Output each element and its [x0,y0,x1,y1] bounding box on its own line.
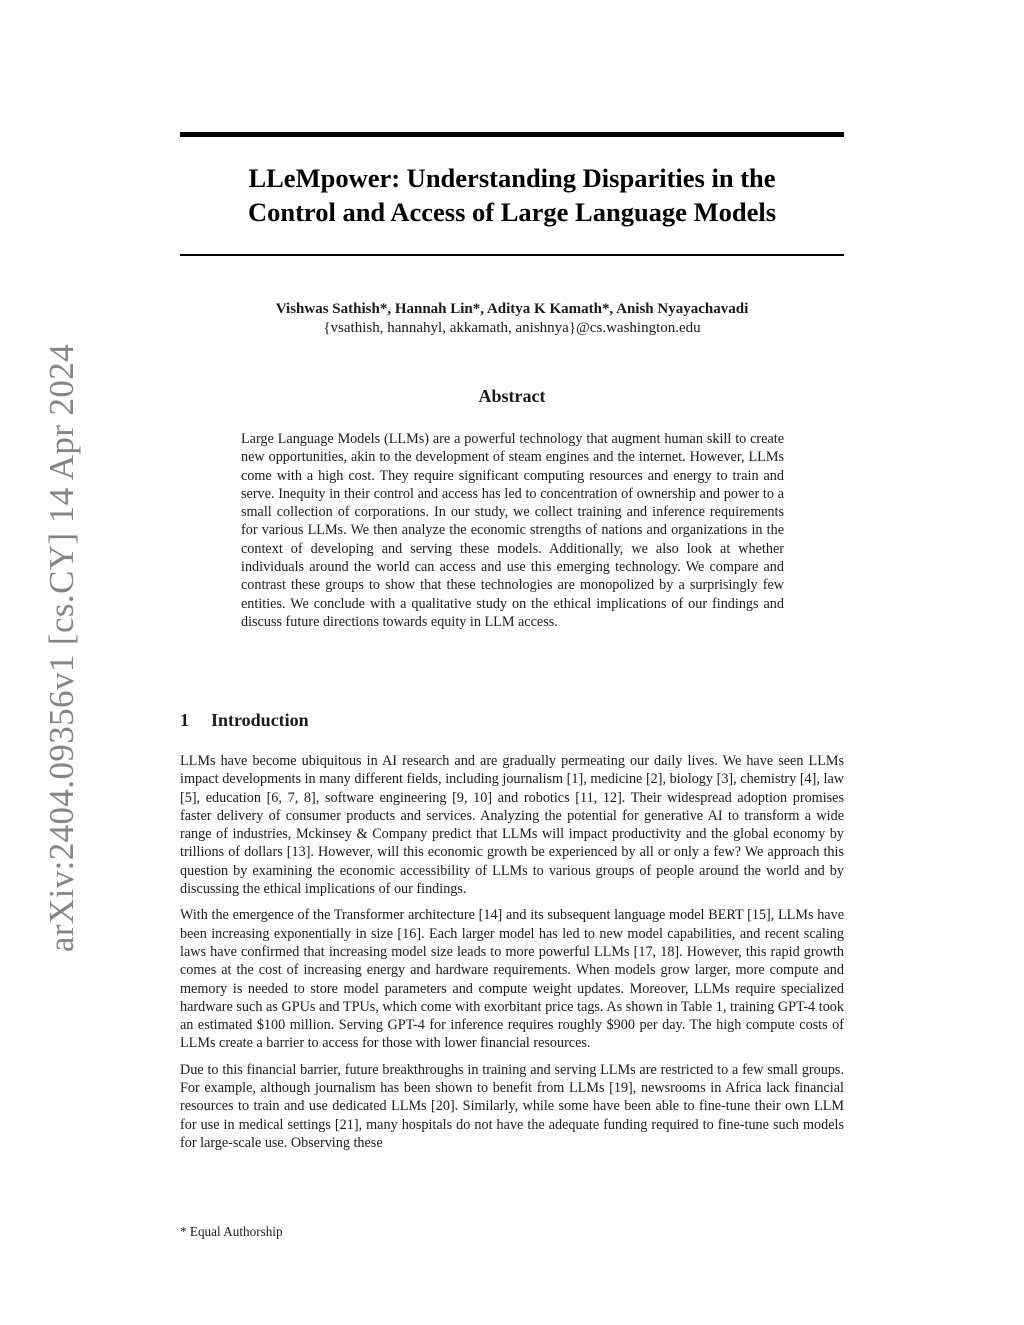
intro-paragraph-2: With the emergence of the Transformer architecture [14] and its subsequent language model BERT [15], LLMs have been increasing exponentially in size [16]. Each larger model has led to new model capabilities, and recent scaling laws have confirmed that increasing model size leads to more powerful LLMs [17, 18]. However, this rapid growth comes at the cost of increasing energy and hardware requirements. When models grow larger, more compute and memory is needed to store model parameters and compute weight updates. Moreover, LLMs require specialized hardware such as GPUs and TPUs, which come with exorbitant price tags. As shown in Table 1, training GPT-4 took an estimated $100 million. Serving GPT-4 for inference requires roughly $900 per day. The high compute costs of LLMs create a barrier to access for those with lower financial resources. [180,907,844,1052]
author-emails: {vsathish, hannahyl, akkamath, anishnya}@cs.washington.edu [323,320,701,336]
paper-title-line-2: Control and Access of Large Language Models [247,197,777,227]
paper-title-line-1: LLeMpower: Understanding Disparities in the [248,163,776,193]
intro-paragraph-1: LLMs have become ubiquitous in AI research and are gradually permeating our daily lives. We have seen LLMs impact developments in many different fields, including journalism [1], medicine [2], biology [3], chemistry [4], law [5], education [6, 7, 8], software engineering [9, 10] and robotics [11, 12]. Their widespread adoption promises faster delivery of consumer products and services. Analyzing the potential for generative AI to transform a wide range of industries, Mckinsey & Company predict that LLMs will impact productivity and the global economy by trillions of dollars [13]. However, will this economic growth be experienced by all or only a few? We approach this question by examining the economic accessibility of LLMs to various groups of people around the world and by discussing the ethical implications of our findings. [180,753,844,898]
section-title: Introduction [211,710,309,730]
title-top-rule [180,132,844,137]
title-bottom-rule [180,254,844,256]
intro-paragraph-3: Due to this financial barrier, future breakthroughs in training and serving LLMs are restricted to a few small groups. For example, although journalism has been shown to benefit from LLMs [19], newsrooms in Africa lack financial resources to train and use dedicated LLMs [20]. Similarly, while some have been able to fine-tune their own LLM for use in medical settings [21], many hospitals do not have the adequate funding required to fine-tune such models for large-scale use. Observing these [180,1061,844,1151]
abstract-body: Large Language Models (LLMs) are a powerful technology that augment human skill to create new opportunities, akin to the development of steam engines and the internet. However, LLMs come with a high cost. They require significant computing resources and energy to train and serve. Inequity in their control and access has led to concentration of ownership and power to a small collection of corporations. In our study, we collect training and inference requirements for various LLMs. We then analyze the economic strengths of nations and organizations in the context of developing and serving these models. Additionally, we also look at whether individuals around the world can access and use this emerging technology. We compare and contrast these groups to show that these technologies are monopolized by a surprisingly few entities. We conclude with a qualitative study on the ethical implications of our findings and discuss future directions towards equity in LLM access. [241,431,784,630]
introduction-body [180,752,844,1160]
abstract-heading: Abstract [478,386,546,406]
arxiv-identifier-stamp: arXiv:2404.09356v1 [cs.CY] 14 Apr 2024 [42,343,81,953]
footnote-equal-authorship: * Equal Authorship [180,1224,283,1239]
author-list: Vishwas Sathish*, Hannah Lin*, Aditya K Kamath*, Anish Nyayachavadi [275,301,749,317]
section-heading-introduction [180,709,309,731]
paper-title [180,161,844,229]
section-number: 1 [180,710,189,730]
